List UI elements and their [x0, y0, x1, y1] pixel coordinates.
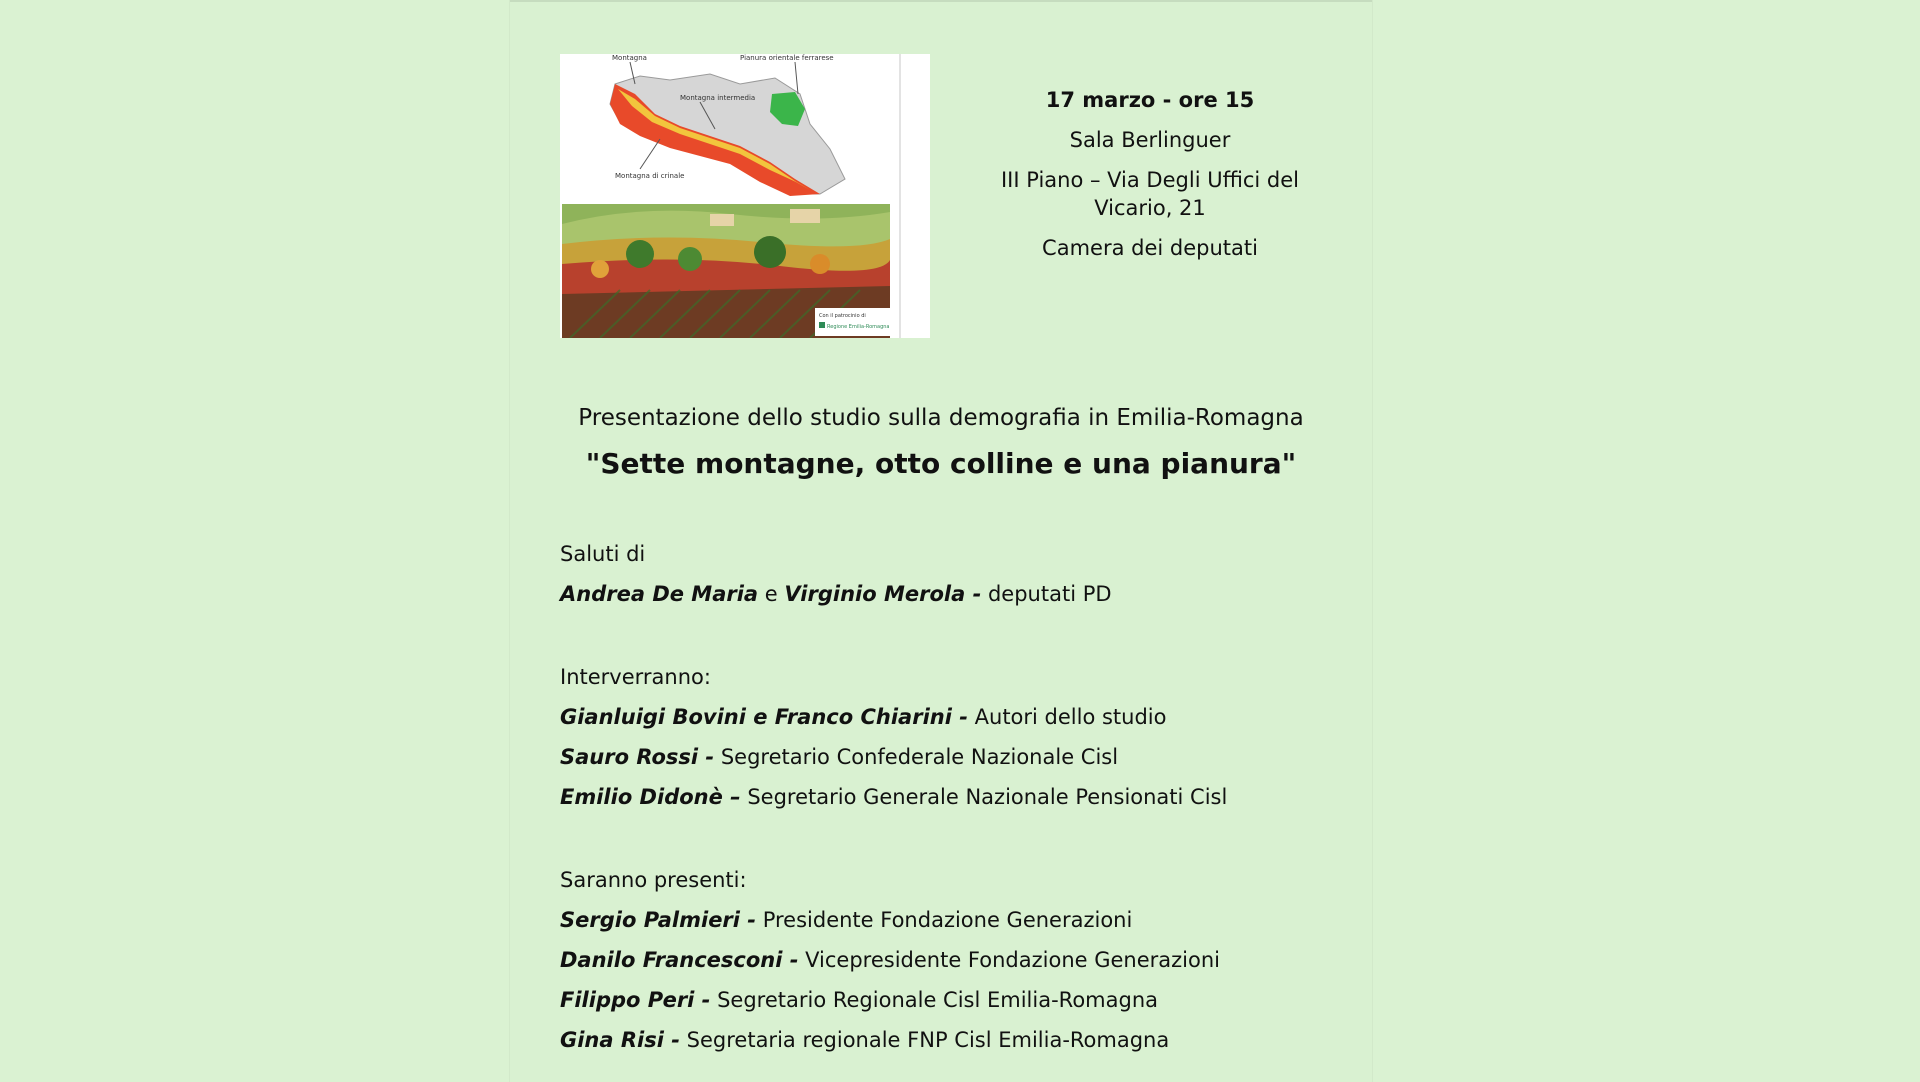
event-info: [990, 86, 1310, 274]
greeting-role: deputati PD: [987, 582, 1112, 606]
map-illustration: [560, 54, 930, 338]
map-label-top-left: Montagna: [612, 54, 647, 62]
attendee-item: [560, 900, 1340, 940]
map-label-crinale: Montagna di crinale: [615, 172, 685, 180]
attendee-item: [560, 1020, 1340, 1060]
map-label-top-right: Pianura orientale ferrarese: [740, 54, 834, 62]
greetings-line: [560, 574, 1340, 614]
speaker-item: [560, 737, 1340, 777]
event-venue: Camera dei deputati: [1042, 236, 1258, 260]
event-flyer: [510, 0, 1372, 1082]
attendee-name: Danilo Francesconi -: [560, 948, 799, 972]
presentation-title: "Sette montagne, otto colline e una pianura": [585, 447, 1297, 480]
region-logo-icon: [819, 322, 825, 328]
map-label-middle: Montagna intermedia: [680, 94, 756, 102]
speaker-item: [560, 777, 1340, 817]
sponsor-label: Con il patrocinio di: [819, 313, 866, 319]
attendee-role: Segretario Regionale Cisl Emilia-Romagna: [717, 988, 1159, 1012]
presentation-subtitle: Presentazione dello studio sulla demografia in Emilia-Romagna: [578, 405, 1304, 431]
speaker-item: [560, 697, 1340, 737]
event-room: Sala Berlinguer: [1069, 128, 1231, 152]
attendee-name: Sergio Palmieri -: [560, 908, 757, 932]
attendee-item: [560, 940, 1340, 980]
sponsor-name: Regione Emilia-Romagna: [827, 324, 890, 330]
attendee-name: Filippo Peri -: [560, 988, 711, 1012]
presentation-heading: [510, 400, 1372, 484]
attendee-item: [560, 980, 1340, 1020]
speakers-label: Interverranno:: [560, 665, 711, 689]
attendee-role: Segretaria regionale FNP Cisl Emilia-Romagna: [686, 1028, 1170, 1052]
region-map-image: [560, 54, 930, 338]
attendee-role: Presidente Fondazione Generazioni: [762, 908, 1133, 932]
speaker-role: Segretario Confederale Nazionale Cisl: [720, 745, 1119, 769]
attendee-name: Gina Risi -: [560, 1028, 680, 1052]
attendees-label: Saranno presenti:: [560, 868, 747, 892]
event-address: III Piano – Via Degli Uffici del Vicario, 21: [1000, 168, 1300, 220]
greetings-label: Saluti di: [560, 542, 646, 566]
speaker-role: Autori dello studio: [974, 705, 1167, 729]
speaker-name: Sauro Rossi -: [560, 745, 715, 769]
speaker-name: Gianluigi Bovini e Franco Chiarini -: [560, 705, 968, 729]
greeting-name-1: Andrea De Maria: [560, 582, 759, 606]
attendee-role: Vicepresidente Fondazione Generazioni: [805, 948, 1221, 972]
speaker-role: Segretario Generale Nazionale Pensionati Cisl: [747, 785, 1228, 809]
greeting-name-2: Virginio Merola -: [784, 582, 982, 606]
program: [560, 534, 1340, 1060]
event-date: 17 marzo - ore 15: [1045, 88, 1255, 112]
speaker-name: Emilio Didonè –: [560, 785, 741, 809]
greeting-conjunction: e: [764, 582, 778, 606]
